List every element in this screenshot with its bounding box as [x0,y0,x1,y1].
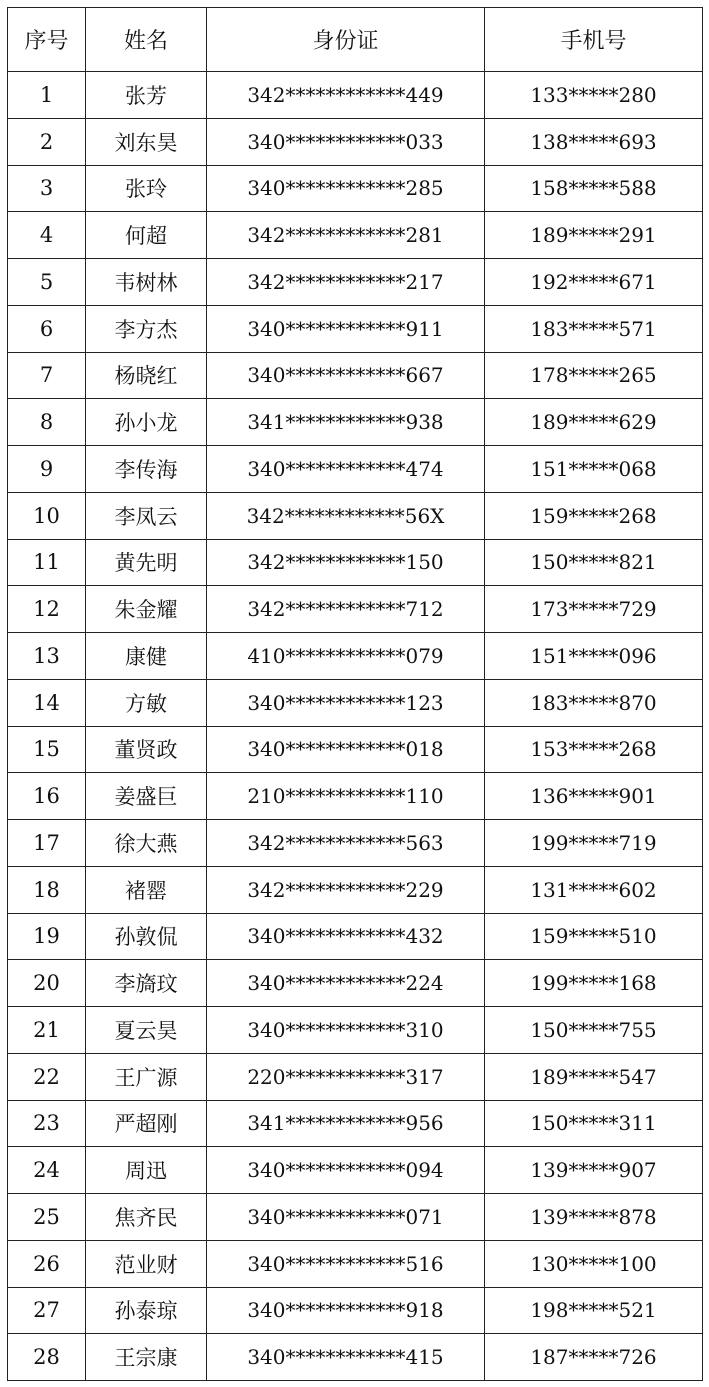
cell-index: 3 [8,165,86,212]
cell-name: 孙泰琼 [86,1287,207,1334]
cell-id-card: 342************229 [207,866,485,913]
header-id-card: 身份证 [207,8,485,72]
cell-index: 6 [8,305,86,352]
cell-name: 严超刚 [86,1100,207,1147]
cell-index: 2 [8,118,86,165]
cell-name: 姜盛巨 [86,773,207,820]
cell-id-card: 341************938 [207,399,485,446]
cell-index: 16 [8,773,86,820]
cell-phone: 192*****671 [485,259,703,306]
cell-index: 28 [8,1334,86,1381]
cell-phone: 151*****068 [485,446,703,493]
cell-id-card: 342************712 [207,586,485,633]
cell-id-card: 210************110 [207,773,485,820]
table-row [8,960,703,1007]
cell-id-card: 340************911 [207,305,485,352]
cell-id-card: 220************317 [207,1053,485,1100]
cell-name: 李传海 [86,446,207,493]
cell-phone: 139*****878 [485,1194,703,1241]
cell-id-card: 340************071 [207,1194,485,1241]
cell-name: 李方杰 [86,305,207,352]
cell-name: 褚罂 [86,866,207,913]
table-row [8,1287,703,1334]
cell-name: 康健 [86,633,207,680]
cell-phone: 158*****588 [485,165,703,212]
table-row [8,72,703,119]
table-row [8,1100,703,1147]
cell-phone: 131*****602 [485,866,703,913]
cell-name: 孙敦侃 [86,913,207,960]
cell-id-card: 340************123 [207,679,485,726]
cell-index: 14 [8,679,86,726]
cell-phone: 189*****629 [485,399,703,446]
cell-name: 朱金耀 [86,586,207,633]
table-row [8,679,703,726]
cell-name: 李旖玟 [86,960,207,1007]
cell-id-card: 342************150 [207,539,485,586]
cell-id-card: 342************563 [207,820,485,867]
table-row [8,492,703,539]
table-body [8,72,703,1381]
cell-id-card: 340************516 [207,1240,485,1287]
cell-index: 18 [8,866,86,913]
cell-id-card: 341************956 [207,1100,485,1147]
cell-index: 11 [8,539,86,586]
cell-id-card: 342************449 [207,72,485,119]
cell-index: 24 [8,1147,86,1194]
cell-id-card: 340************474 [207,446,485,493]
table-row [8,259,703,306]
cell-phone: 139*****907 [485,1147,703,1194]
cell-id-card: 342************56X [207,492,485,539]
table-row [8,1240,703,1287]
cell-id-card: 340************224 [207,960,485,1007]
table-row [8,1194,703,1241]
table-row [8,820,703,867]
table-row [8,165,703,212]
cell-name: 韦树林 [86,259,207,306]
cell-index: 9 [8,446,86,493]
cell-index: 19 [8,913,86,960]
cell-name: 董贤政 [86,726,207,773]
cell-phone: 198*****521 [485,1287,703,1334]
header-name: 姓名 [86,8,207,72]
cell-phone: 173*****729 [485,586,703,633]
cell-phone: 187*****726 [485,1334,703,1381]
cell-index: 7 [8,352,86,399]
table-row [8,118,703,165]
cell-index: 1 [8,72,86,119]
cell-index: 13 [8,633,86,680]
cell-phone: 178*****265 [485,352,703,399]
roster-table [7,7,703,1381]
table-row [8,1007,703,1054]
cell-index: 12 [8,586,86,633]
cell-phone: 150*****311 [485,1100,703,1147]
cell-phone: 138*****693 [485,118,703,165]
cell-phone: 159*****268 [485,492,703,539]
table-row [8,633,703,680]
cell-index: 23 [8,1100,86,1147]
table-row [8,446,703,493]
header-row [8,8,703,72]
cell-name: 夏云昊 [86,1007,207,1054]
cell-phone: 199*****719 [485,820,703,867]
cell-name: 周迅 [86,1147,207,1194]
cell-phone: 150*****755 [485,1007,703,1054]
cell-index: 22 [8,1053,86,1100]
cell-index: 8 [8,399,86,446]
cell-id-card: 340************918 [207,1287,485,1334]
cell-phone: 199*****168 [485,960,703,1007]
cell-id-card: 342************281 [207,212,485,259]
cell-phone: 133*****280 [485,72,703,119]
table-row [8,1147,703,1194]
table-row [8,399,703,446]
cell-index: 25 [8,1194,86,1241]
cell-name: 刘东昊 [86,118,207,165]
roster-table-container [7,7,703,1381]
cell-name: 何超 [86,212,207,259]
cell-id-card: 340************415 [207,1334,485,1381]
cell-name: 焦齐民 [86,1194,207,1241]
cell-name: 王宗康 [86,1334,207,1381]
header-phone: 手机号 [485,8,703,72]
table-row [8,1334,703,1381]
cell-index: 26 [8,1240,86,1287]
cell-index: 15 [8,726,86,773]
cell-name: 方敏 [86,679,207,726]
cell-index: 17 [8,820,86,867]
table-row [8,866,703,913]
cell-index: 21 [8,1007,86,1054]
cell-name: 杨晓红 [86,352,207,399]
cell-id-card: 410************079 [207,633,485,680]
cell-index: 27 [8,1287,86,1334]
cell-phone: 183*****571 [485,305,703,352]
cell-id-card: 340************033 [207,118,485,165]
table-row [8,305,703,352]
table-row [8,586,703,633]
cell-index: 4 [8,212,86,259]
cell-id-card: 342************217 [207,259,485,306]
table-row [8,212,703,259]
cell-name: 孙小龙 [86,399,207,446]
table-row [8,726,703,773]
table-row [8,913,703,960]
cell-name: 徐大燕 [86,820,207,867]
cell-id-card: 340************432 [207,913,485,960]
cell-id-card: 340************310 [207,1007,485,1054]
cell-id-card: 340************094 [207,1147,485,1194]
cell-id-card: 340************285 [207,165,485,212]
cell-phone: 150*****821 [485,539,703,586]
cell-index: 5 [8,259,86,306]
cell-index: 10 [8,492,86,539]
cell-name: 黄先明 [86,539,207,586]
cell-name: 范业财 [86,1240,207,1287]
cell-phone: 153*****268 [485,726,703,773]
cell-phone: 189*****291 [485,212,703,259]
cell-name: 李凤云 [86,492,207,539]
table-row [8,352,703,399]
cell-name: 张芳 [86,72,207,119]
cell-phone: 151*****096 [485,633,703,680]
header-index: 序号 [8,8,86,72]
table-row [8,1053,703,1100]
cell-name: 张玲 [86,165,207,212]
table-row [8,539,703,586]
cell-id-card: 340************667 [207,352,485,399]
cell-phone: 136*****901 [485,773,703,820]
cell-phone: 130*****100 [485,1240,703,1287]
cell-phone: 189*****547 [485,1053,703,1100]
cell-index: 20 [8,960,86,1007]
cell-name: 王广源 [86,1053,207,1100]
cell-phone: 159*****510 [485,913,703,960]
cell-id-card: 340************018 [207,726,485,773]
cell-phone: 183*****870 [485,679,703,726]
table-row [8,773,703,820]
